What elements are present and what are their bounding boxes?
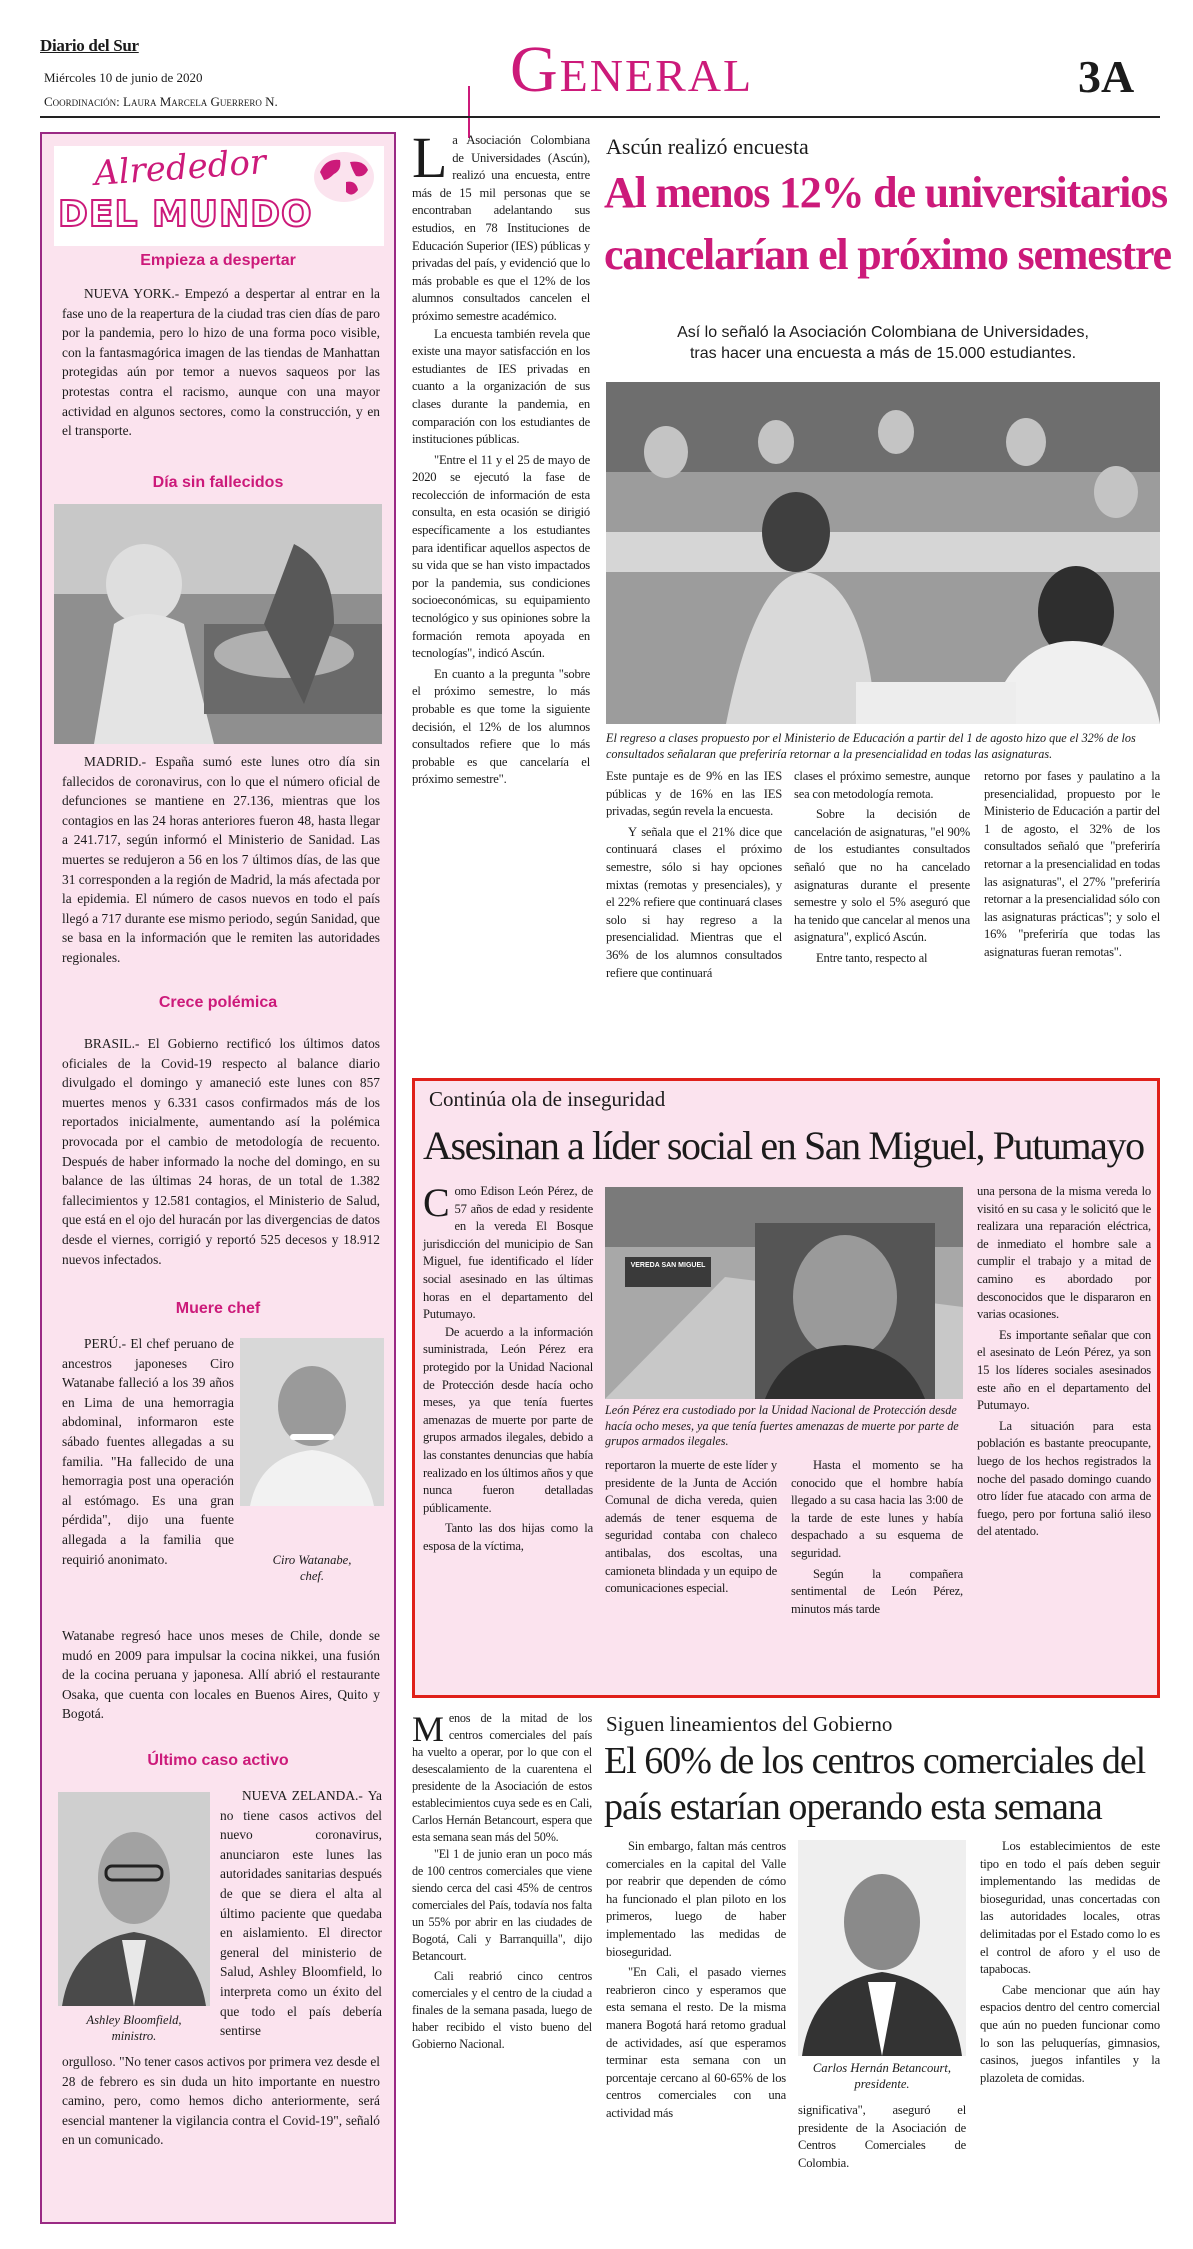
- hospital-photo: [54, 504, 382, 744]
- vereda-sign: VEREDA SAN MIGUEL: [630, 1262, 706, 1269]
- article-column: Hasta el momento se ha conocido que el hombre había llegado a su casa hacia las 3:00 de la tarde de este lunes y había despachado a su esquema de seguridad. Según la compañera sentimental de León Pérez, minutos más tarde: [791, 1458, 963, 1616]
- article-column: Este puntaje es de 9% en las IES públicas y de 16% en las IES privadas, según revela la encuesta. Y señala que el 21% dice que continuará clases el próximo semestre, sólo si hay opciones mixtas (remotas y presenciales), y el 22% refiere que continuará clases solo si hay regreso a la presencialidad. Mientras que el 36% de los alumnos consultados refiere que continuará: [606, 769, 782, 980]
- article-column: Los establecimientos de este tipo en todo el país deben seguir implementando las medidas de bioseguridad, unas concertadas con las autoridades locales, otras delimitadas por el Estado como lo es el control de aforo y el uso de tapabocas. Cabe mencionar que aún hay espacios dentro del centro comercial que aún no pueden funcionar como lo son las peluquerías, gimnasios, casinos, juegos infantiles y la plazoleta de comidas.: [980, 1839, 1160, 2085]
- article-column: La Asociación Colombiana de Universidades (Ascún), realizó una encuesta, entre más de 15 mil personas que se encontraban adelantando sus estudios, en 78 Instituciones de Educación Superior (IES) públicas y privadas del país, y evidenció que lo más probable es que el 12% de los alumnos consultados cancelen el próximo semestre académico. La encuesta también revela que existe una mayor satisfacción en los estudiantes de IES privadas en cuanto a la organización de sus clases durante la pandemia, en comparación con los estudiantes de instituciones públicas. "Entre el 11 y el 25 de mayo de 2020 se ejecutó la fase de recolección de información de esta consulta, en esta ocasión se dirigió específicamente a los estudiantes para identificar aquellos aspectos de su vida que se han visto impactados por la pandemia, sus condiciones socioeconómicas, su equipamiento tecnológico y sus opiniones sobre la formación remota apoyada en tecnologías", indicó Ascún. En cuanto a la pregunta "sobre el próximo semestre, lo más probable es que tome la siguiente decisión, el 12% de los alumnos consultados refiere que lo más probable es que cancelaría el próximo semestre".: [412, 125, 590, 787]
- students-exam-photo: [606, 382, 1160, 724]
- sidebar-item-heading: Empieza a despertar: [140, 252, 296, 269]
- masthead-divider: [468, 86, 470, 138]
- article-deck: Así lo señaló la Asociación Colombiana de Universidades, tras hacer una encuesta a más de 15.000 estudiantes.: [677, 324, 1089, 362]
- article-headline: El 60% de los centros comerciales del país estarían operando esta semana: [604, 1740, 1146, 1828]
- article-column: reportaron la muerte de este líder y presidente de la Junta de Acción Comunal de dicha vereda, quien además de tener esquema de seguridad contaba con chaleco antibalas, dos escoltas, una camioneta blindada y un equipo de comunicaciones especial.: [605, 1458, 777, 1596]
- masthead-rule: [40, 116, 1160, 118]
- sidebar-item-heading: Último caso activo: [147, 1752, 289, 1769]
- article-headline: Al menos 12% de universitarios cancelarían el próximo semestre: [604, 168, 1171, 279]
- minister-caption: Ashley Bloomfield, ministro.: [86, 2013, 182, 2043]
- article-headline: Asesinan a líder social en San Miguel, Putumayo: [423, 1123, 1144, 1168]
- sidebar-item-body: NUEVA YORK.- Empezó a despertar al entrar en la fase uno de la reapertura de la ciudad tras cien días de paro por la pandemia, pero lo hizo de una forma poco visible, con la fantasmagórica imagen de las tiendas de Manhattan protegidas aún por temor a nuevos saqueos por las protestas contra el racismo, aunque con una mayor actividad en algunos sectores, como la construcción, y en el transporte.: [62, 286, 380, 439]
- sidebar-item-body: NUEVA ZELANDA.- Ya no tiene casos activos del nuevo coronavirus, anunciaron este lunes las autoridades sanitarias después de que se diera el alta al último paciente que quedaba en aislamiento. El director general del ministerio de Salud, Ashley Bloomfield, lo interpreta como un éxito del que todo el país debería sentirse: [220, 1788, 382, 2039]
- crime-scene-photo: [605, 1187, 963, 1399]
- chef-caption: Ciro Watanabe, chef.: [272, 1553, 352, 1583]
- sidebar-item-body: PERÚ.- El chef peruano de ancestros japoneses Ciro Watanabe falleció a los 39 años en Lima de una hemorragia abdominal, informaron este sábado fuentes allegadas a su familia. "Ha fallecido de una hemorragia post una operación al estómago. Es una gran pérdida", dijo una fuente allegada a la familia que requirió anonimato.: [62, 1336, 234, 1567]
- sidebar-item-body: orgulloso. "No tener casos activos por primera vez desde el 28 de febrero es sin duda un hito importante en nuestro camino, pero, como hemos dicho anteriormente, será esencial mantener la vigilancia contra el Covid-19", señaló en un comunicado.: [62, 2054, 380, 2148]
- ascun-article: [410, 125, 1171, 1082]
- sidebar-item-heading: Día sin fallecidos: [152, 474, 284, 491]
- sidebar-item-heading: Crece polémica: [158, 994, 278, 1011]
- dropcap: L: [412, 125, 448, 190]
- insecurity-article: [412, 1078, 1160, 1698]
- chef-portrait: [240, 1338, 384, 1506]
- article-kicker: Continúa ola de inseguridad: [429, 1087, 666, 1111]
- article-column: Menos de la mitad de los centros comerciales del país ha vuelto a operar, por lo que con el desescalamiento de la cuarentena el presidente de la Asociación de estos establecimientos cuya sede es en Cali, Carlos Hernán Betancourt, espera que esta semana sean más del 50%. "El 1 de junio eran un poco más de 100 centros comerciales que viene siendo cerca del casi 45% de centros comerciales del País, todavía nos falta un 55% por abrir en las ciudades de Bogotá, Cali y Barranquilla", dijo Betancourt. Cali reabrió cinco centros comerciales y el centro de la ciudad a finales de la semana pasada, luego de haber recibido el visto bueno del Gobierno Nacional.: [412, 1709, 592, 2051]
- sidebar-banner: [54, 142, 384, 246]
- article-column: Como Edison León Pérez, de 57 años de edad y residente en la vereda El Bosque jurisdicción del municipio de San Miguel, fue identificado el líder social asesinado en las últimas horas en el departamento del Putumayo. De acuerdo a la información suministrada, León Pérez era protegido por la Unidad Nacional de Protección desde hacía ocho meses, ya que tenía fuertes amenazas de muerte por parte de grupos armados ilegales, debido a las constantes denuncias que había realizado en los últimos años y que nunca fueron detalladas públicamente. Tanto las dos hijas como la esposa de la víctima,: [423, 1180, 593, 1553]
- banner-script: Alrededor: [92, 142, 268, 194]
- article-column: clases el próximo semestre, aunque sea con metodología remota. Sobre la decisión de cancelación de asignaturas, "el 90% de los estudiantes consultados señaló que no ha cancelado asignaturas durante el presente semestre y solo el 5% aseguró que ha tenido que cancelar al menos una asignatura", explicó Ascún. Entre tanto, respecto al: [794, 769, 970, 965]
- section-title: General: [510, 33, 754, 106]
- article-kicker: Siguen lineamientos del Gobierno: [606, 1712, 893, 1736]
- page-number: 3A: [1078, 51, 1135, 102]
- dropcap: M: [412, 1709, 444, 1749]
- betancourt-caption: Carlos Hernán Betancourt, presidente.: [812, 2061, 952, 2091]
- article-kicker: Ascún realizó encuesta: [606, 134, 809, 159]
- article-column: significativa", aseguró el presidente de la Asociación de Centros Comerciales de Colombia.: [798, 2103, 966, 2170]
- article-column: una persona de la misma vereda lo visitó en su casa y le solicitó que le realizara una reparación eléctrica, de inmediato el hombre sale a cumplir el trabajo y a mitad de camino es abordado por desconocidos que le dispararon en varias ocasiones. Es importante señalar que con el asesinato de León Pérez, ya son 15 los líderes sociales asesinados este año en el departamento del Putumayo. La situación para esta población es bastante preocupante, luego de los hechos registrados la noche del pasado domingo cuando otro líder fue atacado con arma de fuego, pero por fortuna salió ileso del atentado.: [977, 1184, 1151, 1539]
- dropcap: C: [423, 1180, 450, 1225]
- article-column: Sin embargo, faltan más centros comerciales en la capital del Valle por reabrir que dependen de cómo ha funcionado el plan piloto en los primeros, luego de haber implementado las medidas de bioseguridad. "En Cali, el pasado viernes reabrieron cinco y esperamos que esta semana el resto. De la misma manera Bogotá hará retomo gradual de actividades, así que esperamos terminar esta semana con un porcentaje cercano al 60-65% de los centros comerciales con una actividad más: [606, 1839, 786, 2120]
- photo-caption: León Pérez era custodiado por la Unidad Nacional de Protección desde hacía ocho meses, ya que tenía fuertes amenazas de muerte por parte de grupos armados ilegales.: [605, 1403, 959, 1448]
- paper-name: Diario del Sur: [40, 36, 139, 55]
- minister-portrait: [58, 1792, 210, 2006]
- world-sidebar: [40, 132, 396, 2224]
- betancourt-portrait: [798, 1840, 966, 2056]
- malls-article: [410, 1710, 1160, 2230]
- photo-caption: El regreso a clases propuesto por el Ministerio de Educación a partir del 1 de agosto hizo que el 32% de los consultados señalaran que preferiría retornar a la presencialidad en todas las asignaturas.: [606, 731, 1136, 761]
- sidebar-item-body: Watanabe regresó hace unos meses de Chile, donde se mudó en 2009 para impulsar la cocina nikkei, una fusión de la cocina peruana y japonesa. Allí abrió el restaurante Osaka, que cuenta con locales en Buenos Aires, Quito y Bogotá.: [62, 1628, 380, 1722]
- sidebar-item-body: MADRID.- España sumó este lunes otro día sin fallecidos de coronavirus, con lo que el número oficial de defunciones se mantiene en 27.136, mientras que los contagios en las 24 horas anteriores fueron 48, hasta llegar a 241.717, según informó el Ministerio de Sanidad. Las muertes se redujeron a 56 en los 7 últimos días, de las que 31 corresponden a la región de Madrid, la más afectada por la epidemia. El número de casos nuevos en todo el país llegó a 717 durante ese mismo periodo, según Sanidad, que se basa en la información que le remiten las autoridades regionales.: [62, 754, 380, 965]
- article-column: retorno por fases y paulatino a la presencialidad, propuesto por le Ministerio de Educación a partir del 1 de agosto, el 32% de los consultados señaló que "preferiría retornar a la presencialidad en todas las asignaturas", el 27% "preferiría retornar a la presencialidad sólo con las asignaturas prácticas"; y solo el 16% "preferiría que todas las asignaturas fueran remotas".: [984, 769, 1160, 959]
- coordination-credit: Coordinación: Laura Marcela Guerrero N.: [44, 94, 278, 109]
- issue-date: Miércoles 10 de junio de 2020: [44, 70, 203, 85]
- sidebar-item-heading: Muere chef: [175, 1300, 261, 1317]
- banner-title: DEL MUNDO: [58, 194, 313, 235]
- masthead: [40, 28, 1160, 128]
- sidebar-item-body: BRASIL.- El Gobierno rectificó los últimos datos oficiales de la Covid-19 respecto al balance diario divulgado el domingo y amaneció este lunes con 857 muertes menos y 6.331 casos confirmados más de los reportados inicialmente, aumentando así la polémica provocada por el cambio de metodología de recuento. Después de haber informado la noche del domingo, en su balance de las últimas 24 horas, de un total de 1.382 fallecimientos y 12.581 contagios, el Ministerio de Salud, que está en el ojo del huracán por las divergencias de datos desde el viernes, corrigió y reportó 525 decesos y 18.912 nuevos infectados.: [62, 1036, 380, 1267]
- globe-icon: [312, 150, 376, 204]
